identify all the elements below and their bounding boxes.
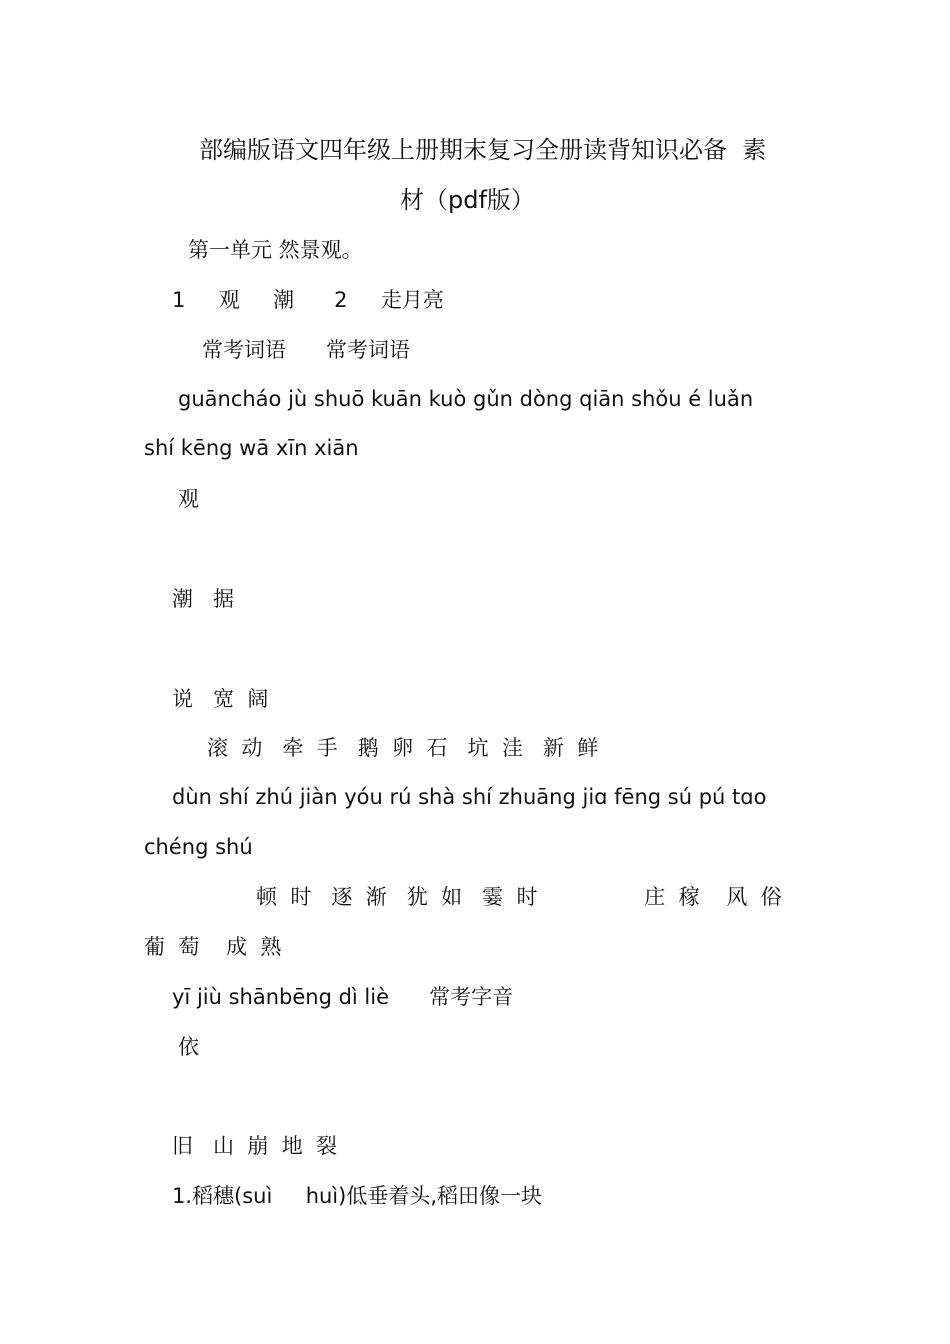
document-title-line-2: 材（pdf版） [400, 186, 535, 214]
document-title-line-1: 部编版语文四年级上册期末复习全册读背知识必备 素 [199, 136, 767, 164]
pinyin-line-1a: guāncháo jù shuō kuān kuò gǔn dòng qiān shǒu é luǎn [178, 387, 754, 411]
word-yi: 依 [178, 1035, 199, 1059]
sentence-1: 1.稻穗(suì huì)低垂着头,稻田像一块 [172, 1184, 543, 1208]
words-shuo-kuan-kuo: 说 宽 阔 [172, 687, 269, 711]
pinyin-line-2a: dùn shí zhú jiàn yóu rú shà shí zhuāng jiɑ fēng sú pú tɑo [172, 785, 767, 809]
pinyin-line-1b: shí kēng wā xīn xiān [144, 436, 359, 460]
word-guan: 观 [178, 487, 199, 511]
unit-heading: 第一单元 然景观。 [188, 238, 363, 262]
words-jiu-shanbeng: 旧 山 崩 地 裂 [172, 1134, 338, 1158]
words-row-2a: 顿 时 逐 渐 犹 如 霎 时 庄 稼 风 俗 [256, 885, 782, 909]
words-row-2b: 葡 萄 成 熟 [144, 935, 282, 959]
words-chao-ju: 潮 据 [172, 587, 235, 611]
pinyin-line-2b: chéng shú [144, 835, 253, 859]
pinyin-line-3: yī jiù shānbēng dì liè 常考字音 [172, 985, 514, 1009]
lesson-titles: 1 观 潮 2 走月亮 [172, 288, 444, 312]
vocab-headings: 常考词语 常考词语 [202, 338, 411, 362]
words-row-1: 滚 动 牵 手 鹅 卵 石 坑 洼 新 鲜 [207, 736, 599, 760]
